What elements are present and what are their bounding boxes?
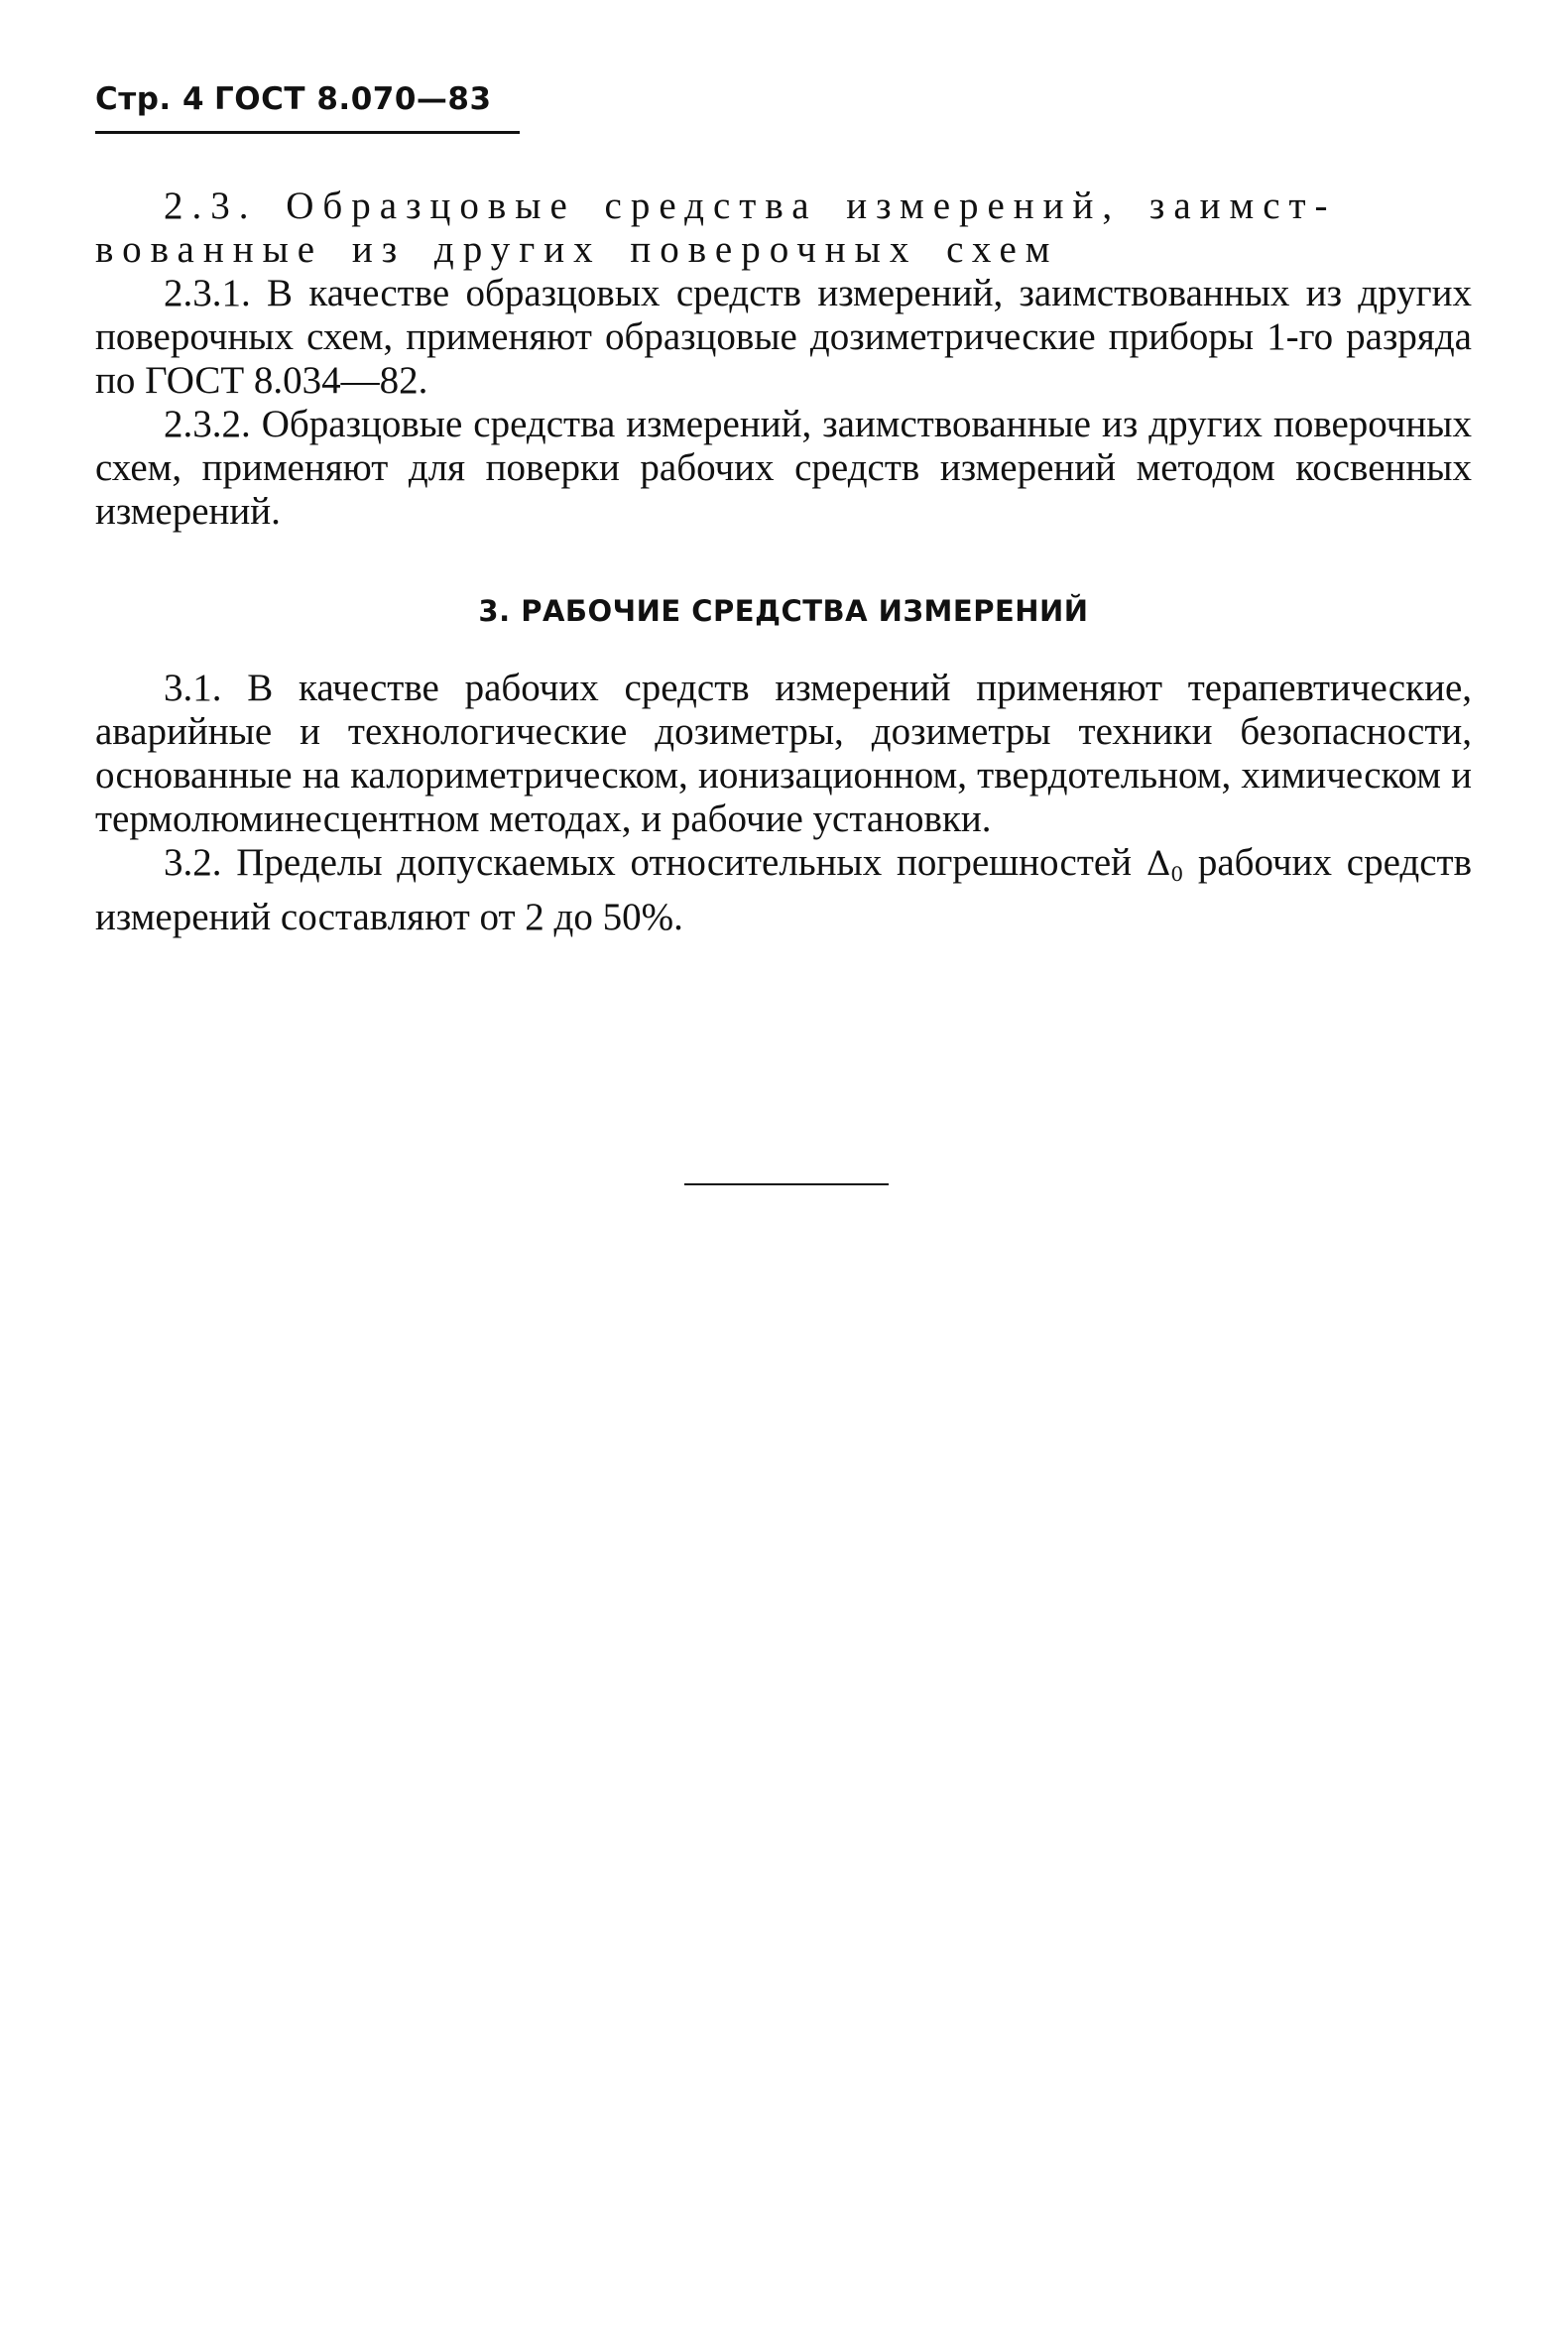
- section-2-3: [95, 184, 1472, 534]
- paragraph-3-2-end: рабочих средств измерений составляют от 2 до 50%.: [95, 841, 1472, 938]
- paragraph-2-3-2: 2.3.2. Образцовые средства измерений, заимствованные из других поверочных схем, применяют для поверки рабочих средств измерений методом косвенных измерений.: [95, 403, 1472, 533]
- section-3-title: 3. РАБОЧИЕ СРЕДСТВА ИЗМЕРЕНИЙ: [478, 594, 1089, 628]
- section-2-3-heading: [95, 184, 1472, 228]
- section-2-3-heading-continued: вованные из других поверочных схем: [95, 228, 1059, 271]
- paragraph-3-2-start: 3.2. Пределы допускаемых относительных погрешностей: [164, 841, 1133, 884]
- section-2-3-heading-line-1: Образцовые средства измерений, заимст-: [286, 184, 1337, 227]
- end-of-text-rule: [684, 1183, 889, 1185]
- delta-letter: Δ: [1146, 844, 1171, 884]
- standard-designation: ГОСТ 8.070—83: [214, 81, 492, 117]
- page-number: Стр. 4: [95, 81, 205, 117]
- delta-symbol: [1146, 844, 1183, 884]
- section-3: [95, 667, 1472, 939]
- paragraph-3-2: [95, 841, 1472, 939]
- page-header: [95, 79, 522, 119]
- section-2-3-heading-number: 2.3.: [164, 184, 258, 227]
- paragraph-3-1: 3.1. В качестве рабочих средств измерений применяют терапевтические, аварийные и технологические дозиметры, дозиметры техники безопасности, основанные на калориметрическом, ионизационном, твердотельном, химическом и термолюминесцентном методах, и рабочие установки.: [95, 667, 1472, 840]
- paragraph-2-3-1: 2.3.1. В качестве образцовых средств измерений, заимствованных из других поверочных схем, применяют образцовые дозиметрические приборы 1-го разряда по ГОСТ 8.034—82.: [95, 272, 1472, 402]
- header-rule: [95, 131, 520, 134]
- delta-subscript: 0: [1170, 862, 1184, 886]
